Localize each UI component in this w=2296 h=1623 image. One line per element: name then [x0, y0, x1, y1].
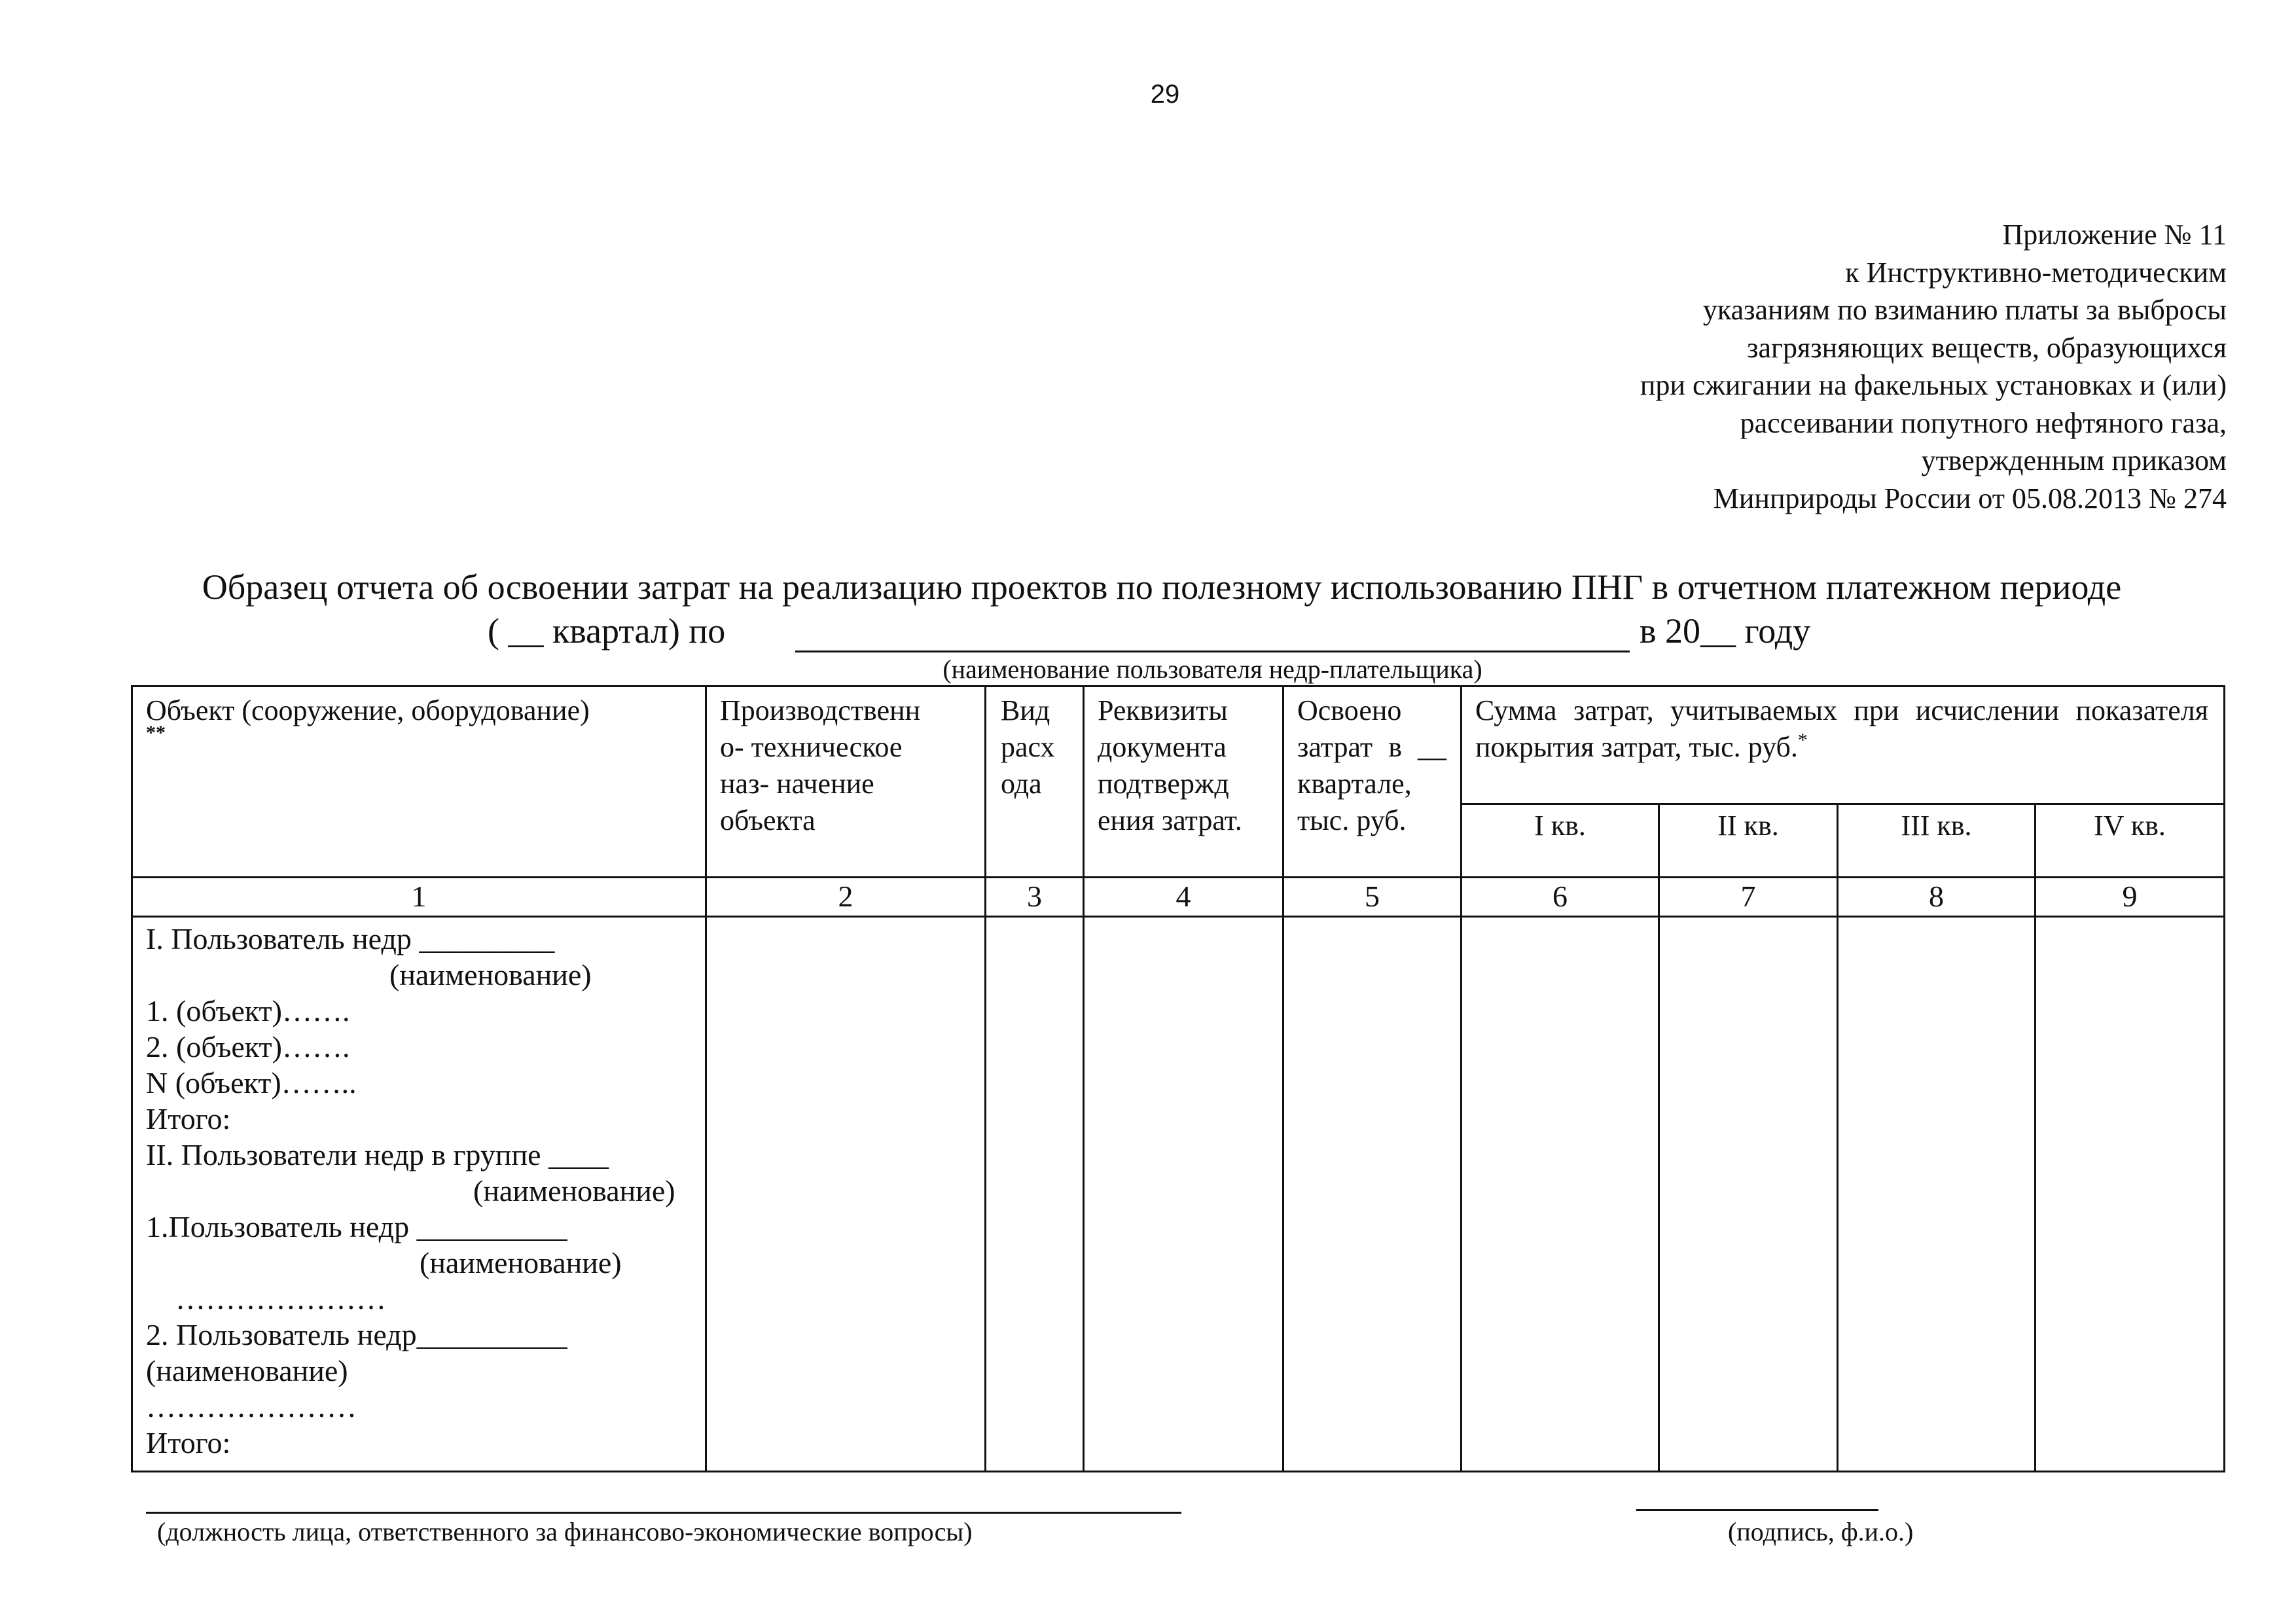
appendix-line: рассеивании попутного нефтяного газа, — [1740, 406, 2227, 439]
header-purpose-label: Производственн о- техническое наз- начение объекта — [720, 694, 921, 836]
body-cell[interactable] — [706, 917, 986, 1472]
header-mastered — [1283, 687, 1462, 878]
appendix-line: к Инструктивно-методическим — [1845, 256, 2227, 289]
user-caption: (наименование) — [389, 958, 592, 991]
page-number: 29 — [1150, 80, 1180, 109]
user-line: I. Пользователь недр _________ — [146, 922, 555, 955]
asterisk-mark: * — [1797, 729, 1808, 751]
object-line: N (объект)…….. — [146, 1066, 357, 1099]
appendix-line: указаниям по взиманию платы за выбросы — [1702, 294, 2227, 326]
appendix-header — [1640, 216, 2227, 517]
position-signature-line[interactable] — [146, 1512, 1181, 1514]
column-number: 6 — [1462, 878, 1659, 917]
group-user-line: 1.Пользователь недр __________ — [146, 1210, 567, 1243]
group-user-caption: (наименование) — [420, 1246, 622, 1279]
quarter-text: ( __ квартал) по — [488, 611, 726, 651]
report-table — [131, 685, 2225, 1472]
object-line: 1. (объект)……. — [146, 994, 350, 1027]
column-number: 4 — [1084, 878, 1283, 917]
column-number: 8 — [1838, 878, 2036, 917]
total-line: Итого: — [146, 1426, 231, 1459]
header-object — [132, 687, 706, 878]
year-text: в 20__ году — [1640, 611, 1811, 651]
column-number: 1 — [132, 878, 706, 917]
body-cell[interactable] — [1462, 917, 1659, 1472]
payer-caption: (наименование пользователя недр-плательщика) — [942, 654, 1482, 684]
header-quarter-2: II кв. — [1659, 804, 1838, 878]
position-caption: (должность лица, ответственного за финансово-экономические вопросы) — [157, 1517, 973, 1546]
header-object-label: Объект (сооружение, оборудование) — [146, 694, 590, 726]
column-number: 3 — [986, 878, 1084, 917]
header-document — [1084, 687, 1283, 878]
header-sum-group — [1462, 687, 2225, 804]
header-expense-type-label: Вид расх ода — [1001, 694, 1055, 800]
appendix-line: загрязняющих веществ, образующихся — [1747, 331, 2227, 364]
column-number: 7 — [1659, 878, 1838, 917]
appendix-line: при сжигании на факельных установках и (или) — [1640, 369, 2227, 401]
header-document-label: Реквизиты документа подтвержд ения затрат. — [1098, 694, 1242, 836]
column-number: 9 — [2036, 878, 2225, 917]
body-cell[interactable] — [2036, 917, 2225, 1472]
body-cell[interactable] — [986, 917, 1084, 1472]
body-cell[interactable] — [1084, 917, 1283, 1472]
header-quarter-4: IV кв. — [2036, 804, 2225, 878]
ellipsis-line: ………………… — [146, 1390, 357, 1423]
payer-name-field[interactable] — [795, 651, 1630, 652]
header-quarter-1: I кв. — [1462, 804, 1659, 878]
body-object-cell — [132, 917, 706, 1472]
column-number: 5 — [1283, 878, 1462, 917]
header-quarter-3: III кв. — [1838, 804, 2036, 878]
ellipsis-line: ………………… — [175, 1282, 386, 1315]
appendix-line: Минприроды России от 05.08.2013 № 274 — [1713, 482, 2227, 514]
document-title: Образец отчета об освоении затрат на реализацию проектов по полезному использованию ПНГ в отчетном платежном периоде — [202, 567, 2122, 607]
object-line: 2. (объект)……. — [146, 1030, 350, 1063]
group-user-line: 2. Пользователь недр__________ — [146, 1318, 567, 1351]
group-line: II. Пользователи недр в группе ____ — [146, 1138, 609, 1171]
appendix-line: Приложение № 11 — [2002, 219, 2227, 251]
body-cell[interactable] — [1283, 917, 1462, 1472]
column-number: 2 — [706, 878, 986, 917]
header-purpose — [706, 687, 986, 878]
header-sum-group-text: Сумма затрат, учитываемых при исчислении показателя покрытия затрат, тыс. руб. — [1475, 694, 2208, 763]
body-cell[interactable] — [1659, 917, 1838, 1472]
appendix-line: утвержденным приказом — [1921, 444, 2227, 476]
signature-line[interactable] — [1636, 1509, 1878, 1511]
signature-caption: (подпись, ф.и.о.) — [1728, 1517, 1914, 1546]
header-sum-group-label — [1475, 692, 2208, 766]
group-caption: (наименование) — [473, 1174, 675, 1207]
double-asterisk-mark: ** — [146, 722, 166, 743]
group-user-caption: (наименование) — [146, 1354, 348, 1387]
body-cell[interactable] — [1838, 917, 2036, 1472]
header-mastered-label: Освоено затрат в __ квартале, тыс. руб. — [1297, 694, 1446, 836]
header-expense-type — [986, 687, 1084, 878]
total-line: Итого: — [146, 1102, 231, 1135]
